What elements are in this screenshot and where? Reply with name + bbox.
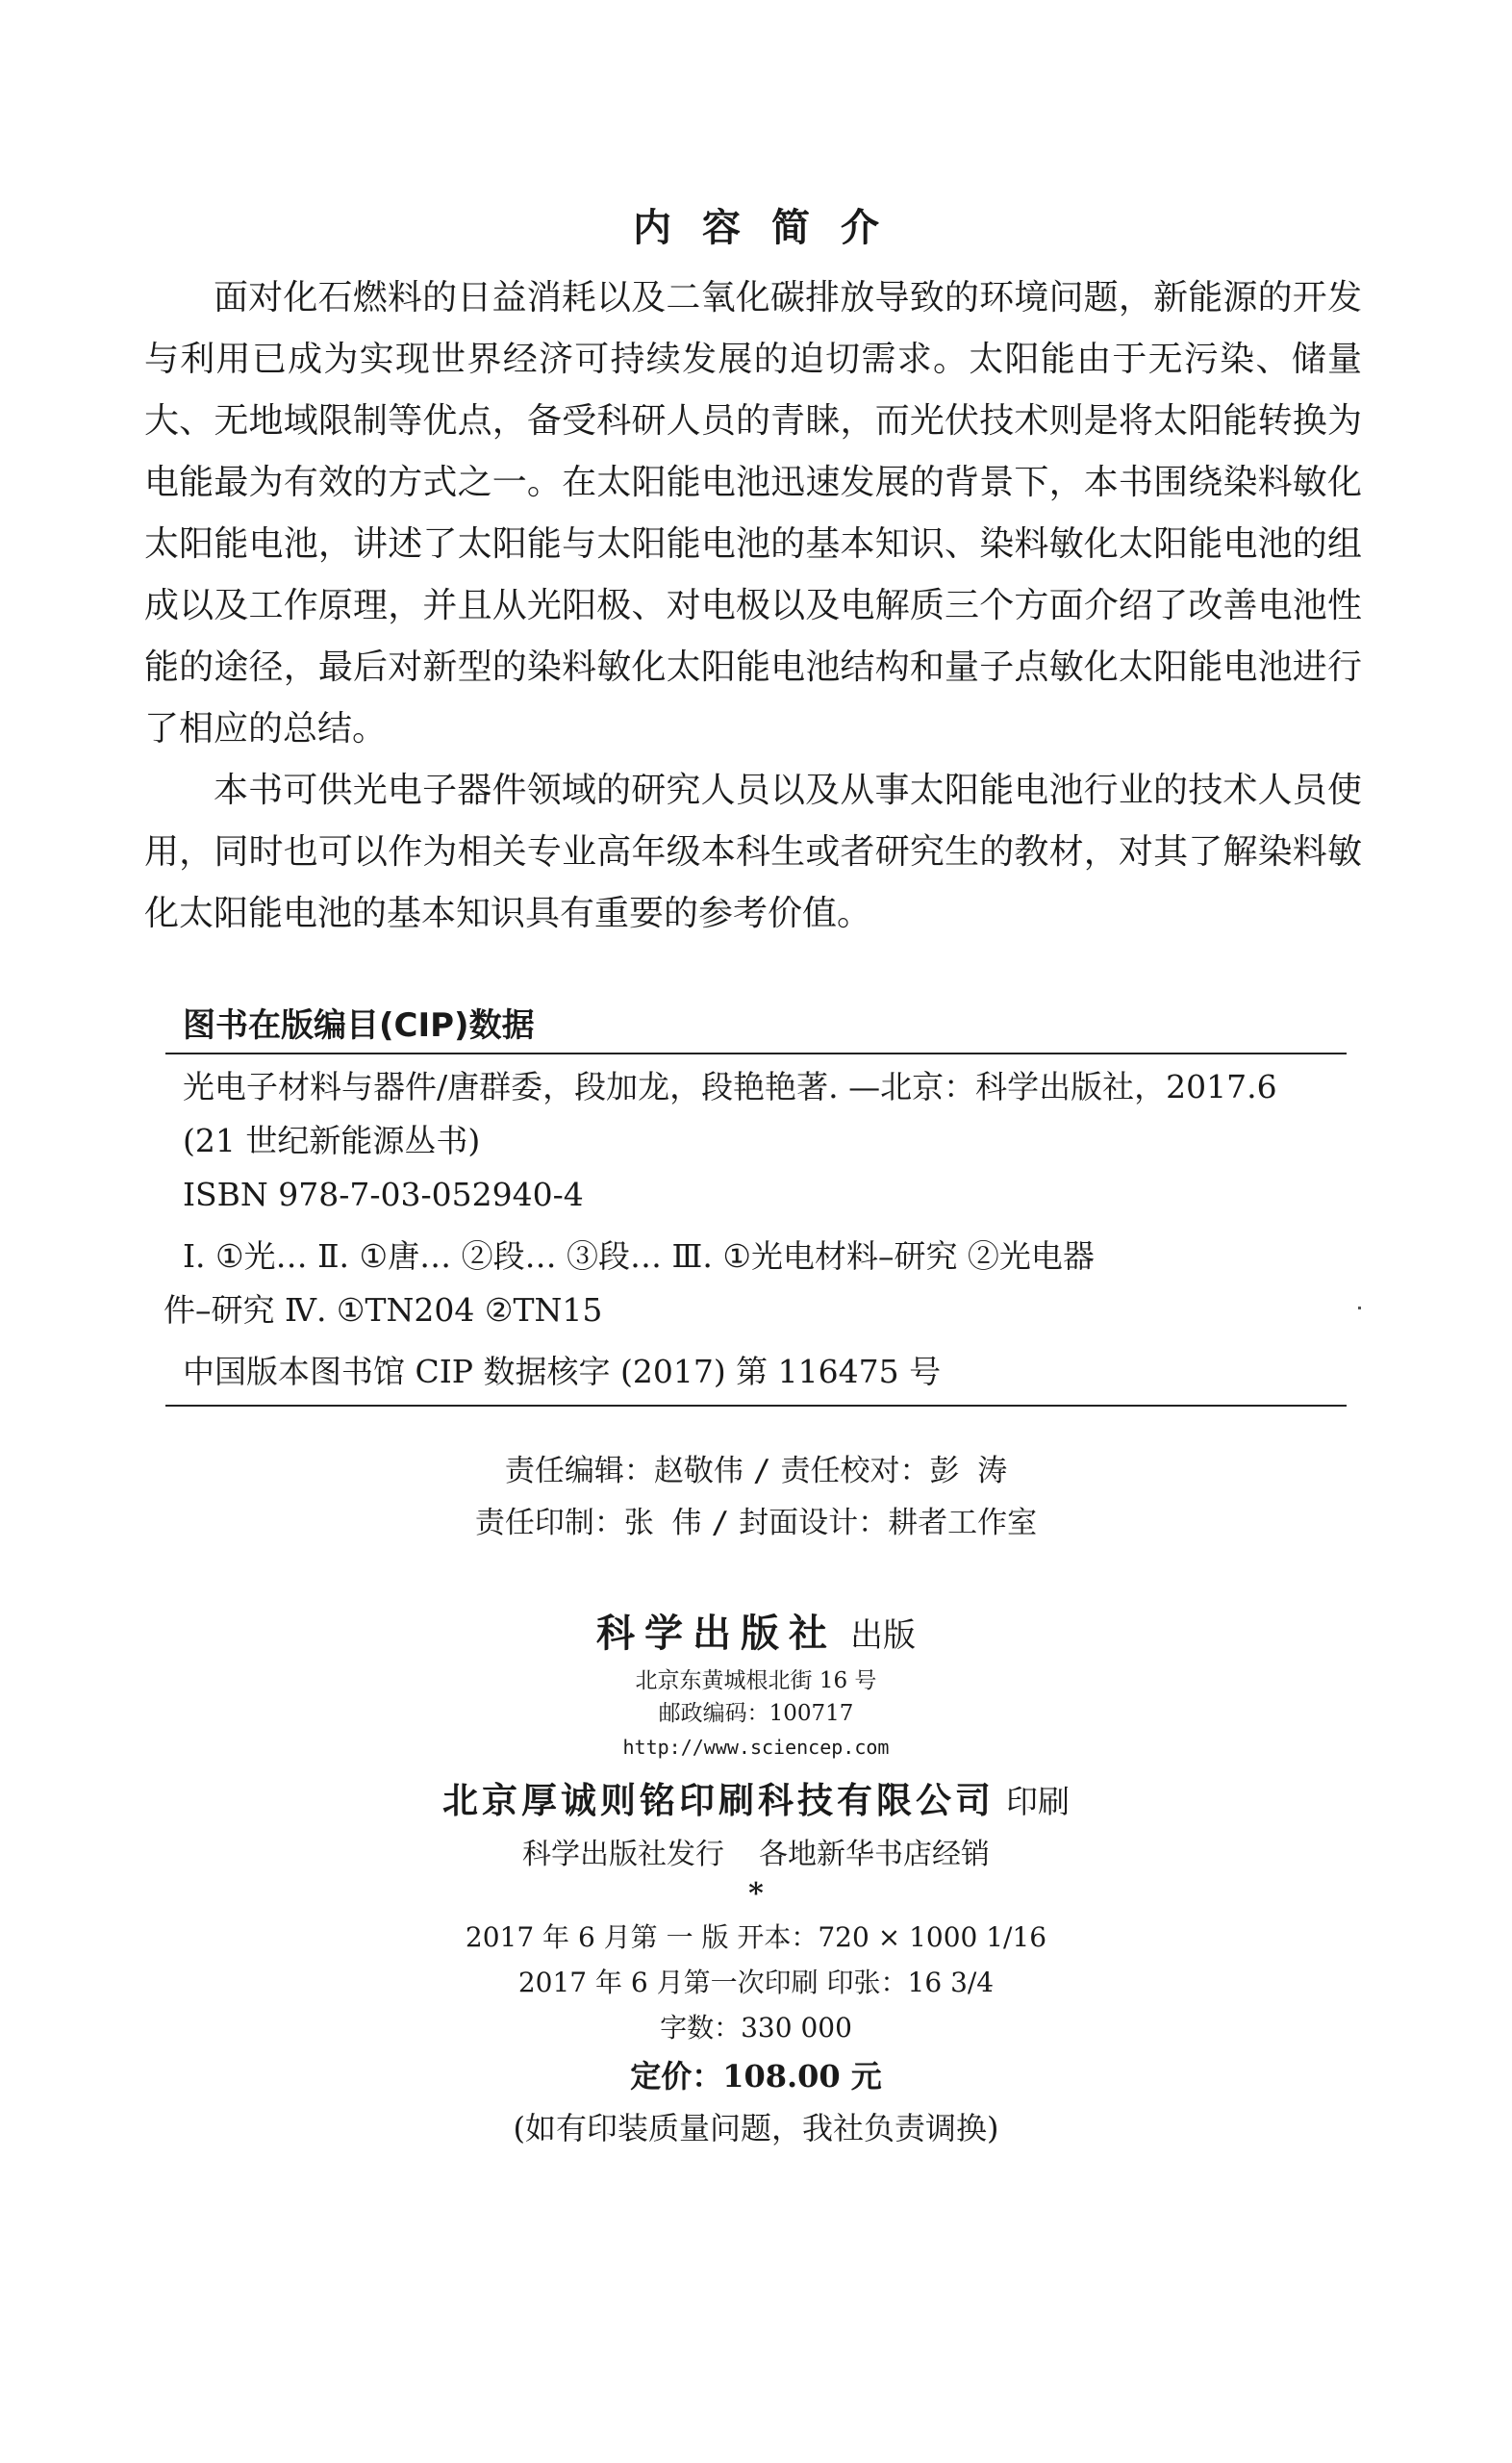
publisher-postcode: 邮政编码：100717 bbox=[658, 1701, 854, 1726]
printer-name: 北京厚诚则铭印刷科技有限公司 bbox=[442, 1779, 995, 1821]
sold-by: 各地新华书店经销 bbox=[759, 1838, 990, 1871]
credit-separator: / bbox=[711, 1506, 730, 1540]
distribution-line bbox=[0, 1830, 1512, 1880]
issued-by: 科学出版社发行 bbox=[522, 1838, 724, 1871]
cip-classification-line: 件–研究 Ⅳ. ①TN204 ②TN15 bbox=[164, 1291, 603, 1329]
intro-body bbox=[144, 267, 1362, 945]
quality-notice: (如有印装质量问题，我社负责调换) bbox=[513, 2110, 999, 2146]
cip-header: 图书在版编目(CIP)数据 bbox=[165, 999, 1347, 1054]
intro-title: 内容简介 bbox=[633, 206, 910, 250]
scan-speck bbox=[1358, 1307, 1361, 1309]
credit-separator: / bbox=[752, 1454, 771, 1488]
word-count: 字数：330 000 bbox=[660, 2012, 852, 2044]
print-manager-credit: 责任印制：张 伟 bbox=[474, 1506, 702, 1540]
printing-line: 2017 年 6 月第一次印刷 印张：16 3/4 bbox=[517, 1967, 995, 1998]
printer-line bbox=[0, 1772, 1512, 1830]
publisher-address: 北京东黄城根北街 16 号 bbox=[635, 1668, 877, 1693]
publisher-url: http://www.sciencep.com bbox=[622, 1736, 890, 1759]
cip-series-line: (21 世纪新能源丛书) bbox=[183, 1122, 481, 1159]
cip-body bbox=[165, 1054, 1347, 1337]
staff-line bbox=[0, 1497, 1512, 1549]
edition-block bbox=[0, 1915, 1512, 2154]
cip-block bbox=[165, 999, 1347, 1407]
cip-isbn-line: ISBN 978-7-03-052940-4 bbox=[183, 1176, 584, 1213]
intro-paragraph: 面对化石燃料的日益消耗以及二氧化碳排放导致的环境问题，新能源的开发与利用已成为实现世界经济可持续发展的迫切需求。太阳能由于无污染、储量大、无地域限制等优点，备受科研人员的青睐，而光伏技术则是将太阳能转换为电能最为有效的方式之一。在太阳能电池迅速发展的背景下，本书围绕染料敏化太阳能电池，讲述了太阳能与太阳能电池的基本知识、染料敏化太阳能电池的组成以及工作原理，并且从光阳极、对电极以及电解质三个方面介绍了改善电池性能的途径，最后对新型的染料敏化太阳能电池结构和量子点敏化太阳能电池进行了相应的总结。 bbox=[144, 278, 1362, 749]
publisher-name: 科学出版社 bbox=[596, 1611, 837, 1656]
asterisk-separator: * bbox=[748, 1877, 764, 1911]
cip-classification-line: Ⅰ. ①光… Ⅱ. ①唐… ②段… ③段… Ⅲ. ①光电材料–研究 ②光电器 bbox=[183, 1237, 1095, 1275]
intro-paragraph: 本书可供光电子器件领域的研究人员以及从事太阳能电池行业的技术人员使用，同时也可以作为相关专业高年级本科生或者研究生的教材，对其了解染料敏化太阳能电池的基本知识具有重要的参考价值。 bbox=[144, 771, 1362, 933]
staff-credits bbox=[0, 1445, 1512, 1549]
publisher-block bbox=[0, 1605, 1512, 1765]
printer-role: 印刷 bbox=[1006, 1783, 1070, 1820]
edition-line: 2017 年 6 月第 一 版 开本：720 × 1000 1/16 bbox=[465, 1921, 1047, 1953]
cip-record-line: 中国版本图书馆 CIP 数据核字 (2017) 第 116475 号 bbox=[165, 1337, 1347, 1407]
publisher-role: 出版 bbox=[850, 1616, 916, 1655]
proofreader-credit: 责任校对：彭 涛 bbox=[780, 1454, 1008, 1488]
staff-line bbox=[0, 1445, 1512, 1497]
printer-block bbox=[0, 1772, 1512, 1909]
cip-title-line: 光电子材料与器件/唐群委，段加龙，段艳艳著. —北京：科学出版社，2017.6 bbox=[183, 1068, 1277, 1105]
cover-designer-credit: 封面设计：耕者工作室 bbox=[739, 1506, 1038, 1540]
price: 定价：108.00 元 bbox=[630, 2058, 882, 2095]
publisher-line bbox=[0, 1605, 1512, 1664]
editor-credit: 责任编辑：赵敬伟 bbox=[504, 1454, 743, 1488]
